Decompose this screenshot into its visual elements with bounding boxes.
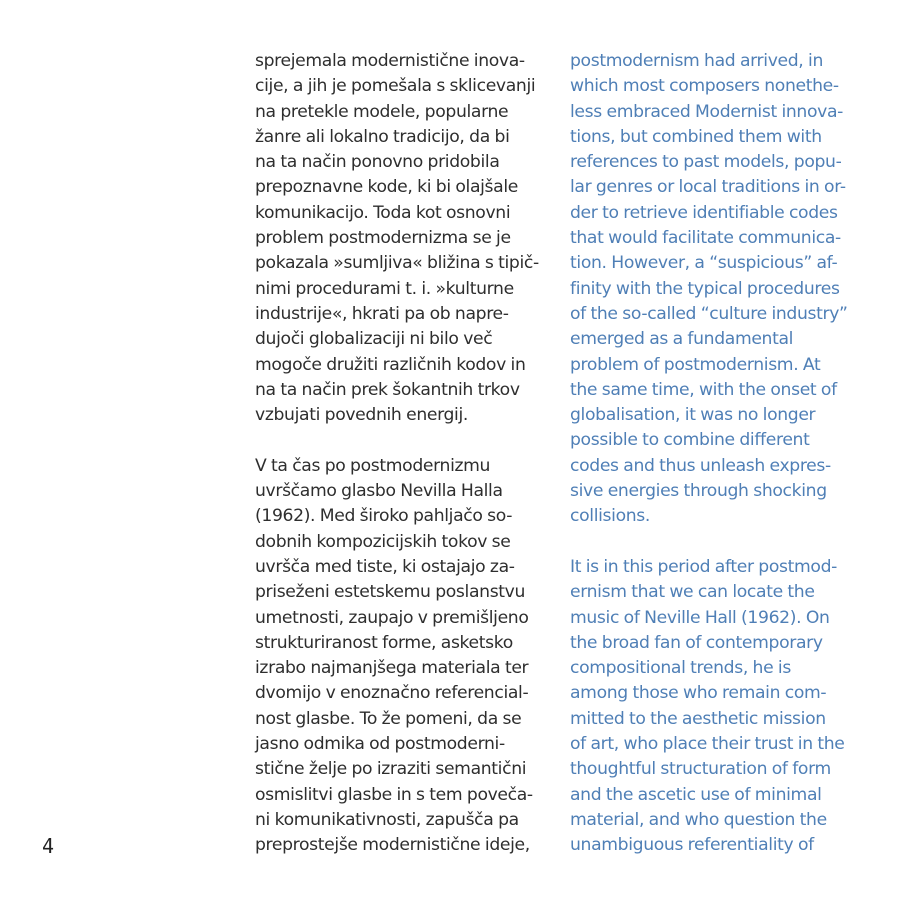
text-line: that would facilitate communica- [570, 228, 841, 249]
text-line: strukturiranost forme, asketsko [255, 632, 513, 653]
text-line: komunikacijo. Toda kot osnovni [255, 202, 511, 223]
text-line: uvršča med tiste, ki ostajajo za- [255, 556, 515, 577]
text-line: žanre ali lokalno tradicijo, da bi [255, 126, 510, 147]
text-line: dvomijo v enoznačno referencial- [255, 683, 529, 704]
text-line: problem postmodernizma se je [255, 228, 511, 249]
text-line: ni komunikativnosti, zapušča pa [255, 809, 519, 830]
text-line: tions, but combined them with [570, 126, 822, 147]
text-line: tion. However, a “suspicious” af- [570, 253, 838, 274]
text-line: priseženi estetskemu poslanstvu [255, 582, 526, 603]
text-line: (1962). Med široko pahljačo so- [255, 506, 513, 527]
text-line: postmodernism had arrived, in [570, 51, 823, 71]
text-line: music of Neville Hall (1962). On [570, 607, 830, 628]
text-line: collisions. [570, 506, 650, 527]
text-line: codes and thus unleash expres- [570, 455, 831, 476]
english-text-column [570, 49, 870, 859]
text-line: which most composers nonethe- [570, 76, 839, 97]
english-paragraph-2 [570, 555, 870, 859]
text-line: preprostejše modernistične ideje, [255, 835, 530, 856]
paragraph-spacer [570, 530, 870, 555]
text-line: der to retrieve identifiable codes [570, 202, 838, 223]
slovenian-paragraph-2 [255, 454, 545, 859]
text-line: sive energies through shocking [570, 481, 827, 502]
text-line: problem of postmodernism. At [570, 354, 821, 375]
text-line: na ta način ponovno pridobila [255, 152, 500, 173]
text-line: unambiguous referentiality of [570, 835, 814, 856]
text-line: less embraced Modernist innova- [570, 101, 843, 122]
text-line: vzbujati povednih energij. [255, 405, 469, 426]
text-line: mogoče družiti različnih kodov in [255, 354, 526, 375]
text-line: industrije«, hkrati pa ob napre- [255, 303, 509, 324]
text-line: possible to combine different [570, 430, 810, 451]
text-line: izrabo najmanjšega materiala ter [255, 658, 529, 679]
paragraph-spacer [255, 428, 545, 453]
text-line: nimi procedurami t. i. »kulturne [255, 278, 514, 299]
text-line: It is in this period after postmod- [570, 556, 838, 577]
slovenian-paragraph-1 [255, 49, 545, 428]
text-line: umetnosti, zaupajo v premišljeno [255, 607, 529, 628]
text-line: material, and who question the [570, 809, 827, 830]
text-line: V ta čas po postmodernizmu [255, 455, 491, 476]
text-line: compositional trends, he is [570, 658, 791, 679]
text-line: jasno odmika od postmoderni- [255, 734, 505, 755]
text-line: lar genres or local traditions in or- [570, 177, 846, 198]
text-line: pokazala »sumljiva« bližina s tipič- [255, 253, 539, 274]
text-line: uvrščamo glasbo Nevilla Halla [255, 481, 503, 502]
text-line: ernism that we can locate the [570, 582, 815, 603]
text-line: globalisation, it was no longer [570, 405, 816, 426]
text-line: of the so-called “culture industry” [570, 303, 848, 324]
text-line: osmislitvi glasbe in s tem poveča- [255, 784, 533, 805]
text-line: sprejemala modernistične inova- [255, 51, 525, 71]
text-line: stične želje po izraziti semantični [255, 759, 527, 780]
text-line: the broad fan of contemporary [570, 632, 823, 653]
text-line: dujoči globalizaciji ni bilo več [255, 329, 493, 350]
text-line: cije, a jih je pomešala s sklicevanji [255, 76, 536, 97]
text-line: nost glasbe. To že pomeni, da se [255, 708, 522, 729]
text-line: emerged as a fundamental [570, 329, 794, 350]
page-number: 4 [42, 834, 55, 858]
text-line: references to past models, popu- [570, 152, 842, 173]
text-line: thoughtful structuration of form [570, 759, 831, 780]
text-line: among those who remain com- [570, 683, 827, 704]
text-line: na ta način prek šokantnih trkov [255, 379, 520, 400]
text-line: and the ascetic use of minimal [570, 784, 822, 805]
text-line: na pretekle modele, popularne [255, 101, 509, 122]
text-line: of art, who place their trust in the [570, 734, 845, 755]
text-line: mitted to the aesthetic mission [570, 708, 826, 729]
english-paragraph-1 [570, 49, 870, 530]
text-line: dobnih kompozicijskih tokov se [255, 531, 511, 552]
text-line: prepoznavne kode, ki bi olajšale [255, 177, 518, 198]
slovenian-text-column [255, 49, 545, 859]
text-line: finity with the typical procedures [570, 278, 840, 299]
text-line: the same time, with the onset of [570, 379, 837, 400]
